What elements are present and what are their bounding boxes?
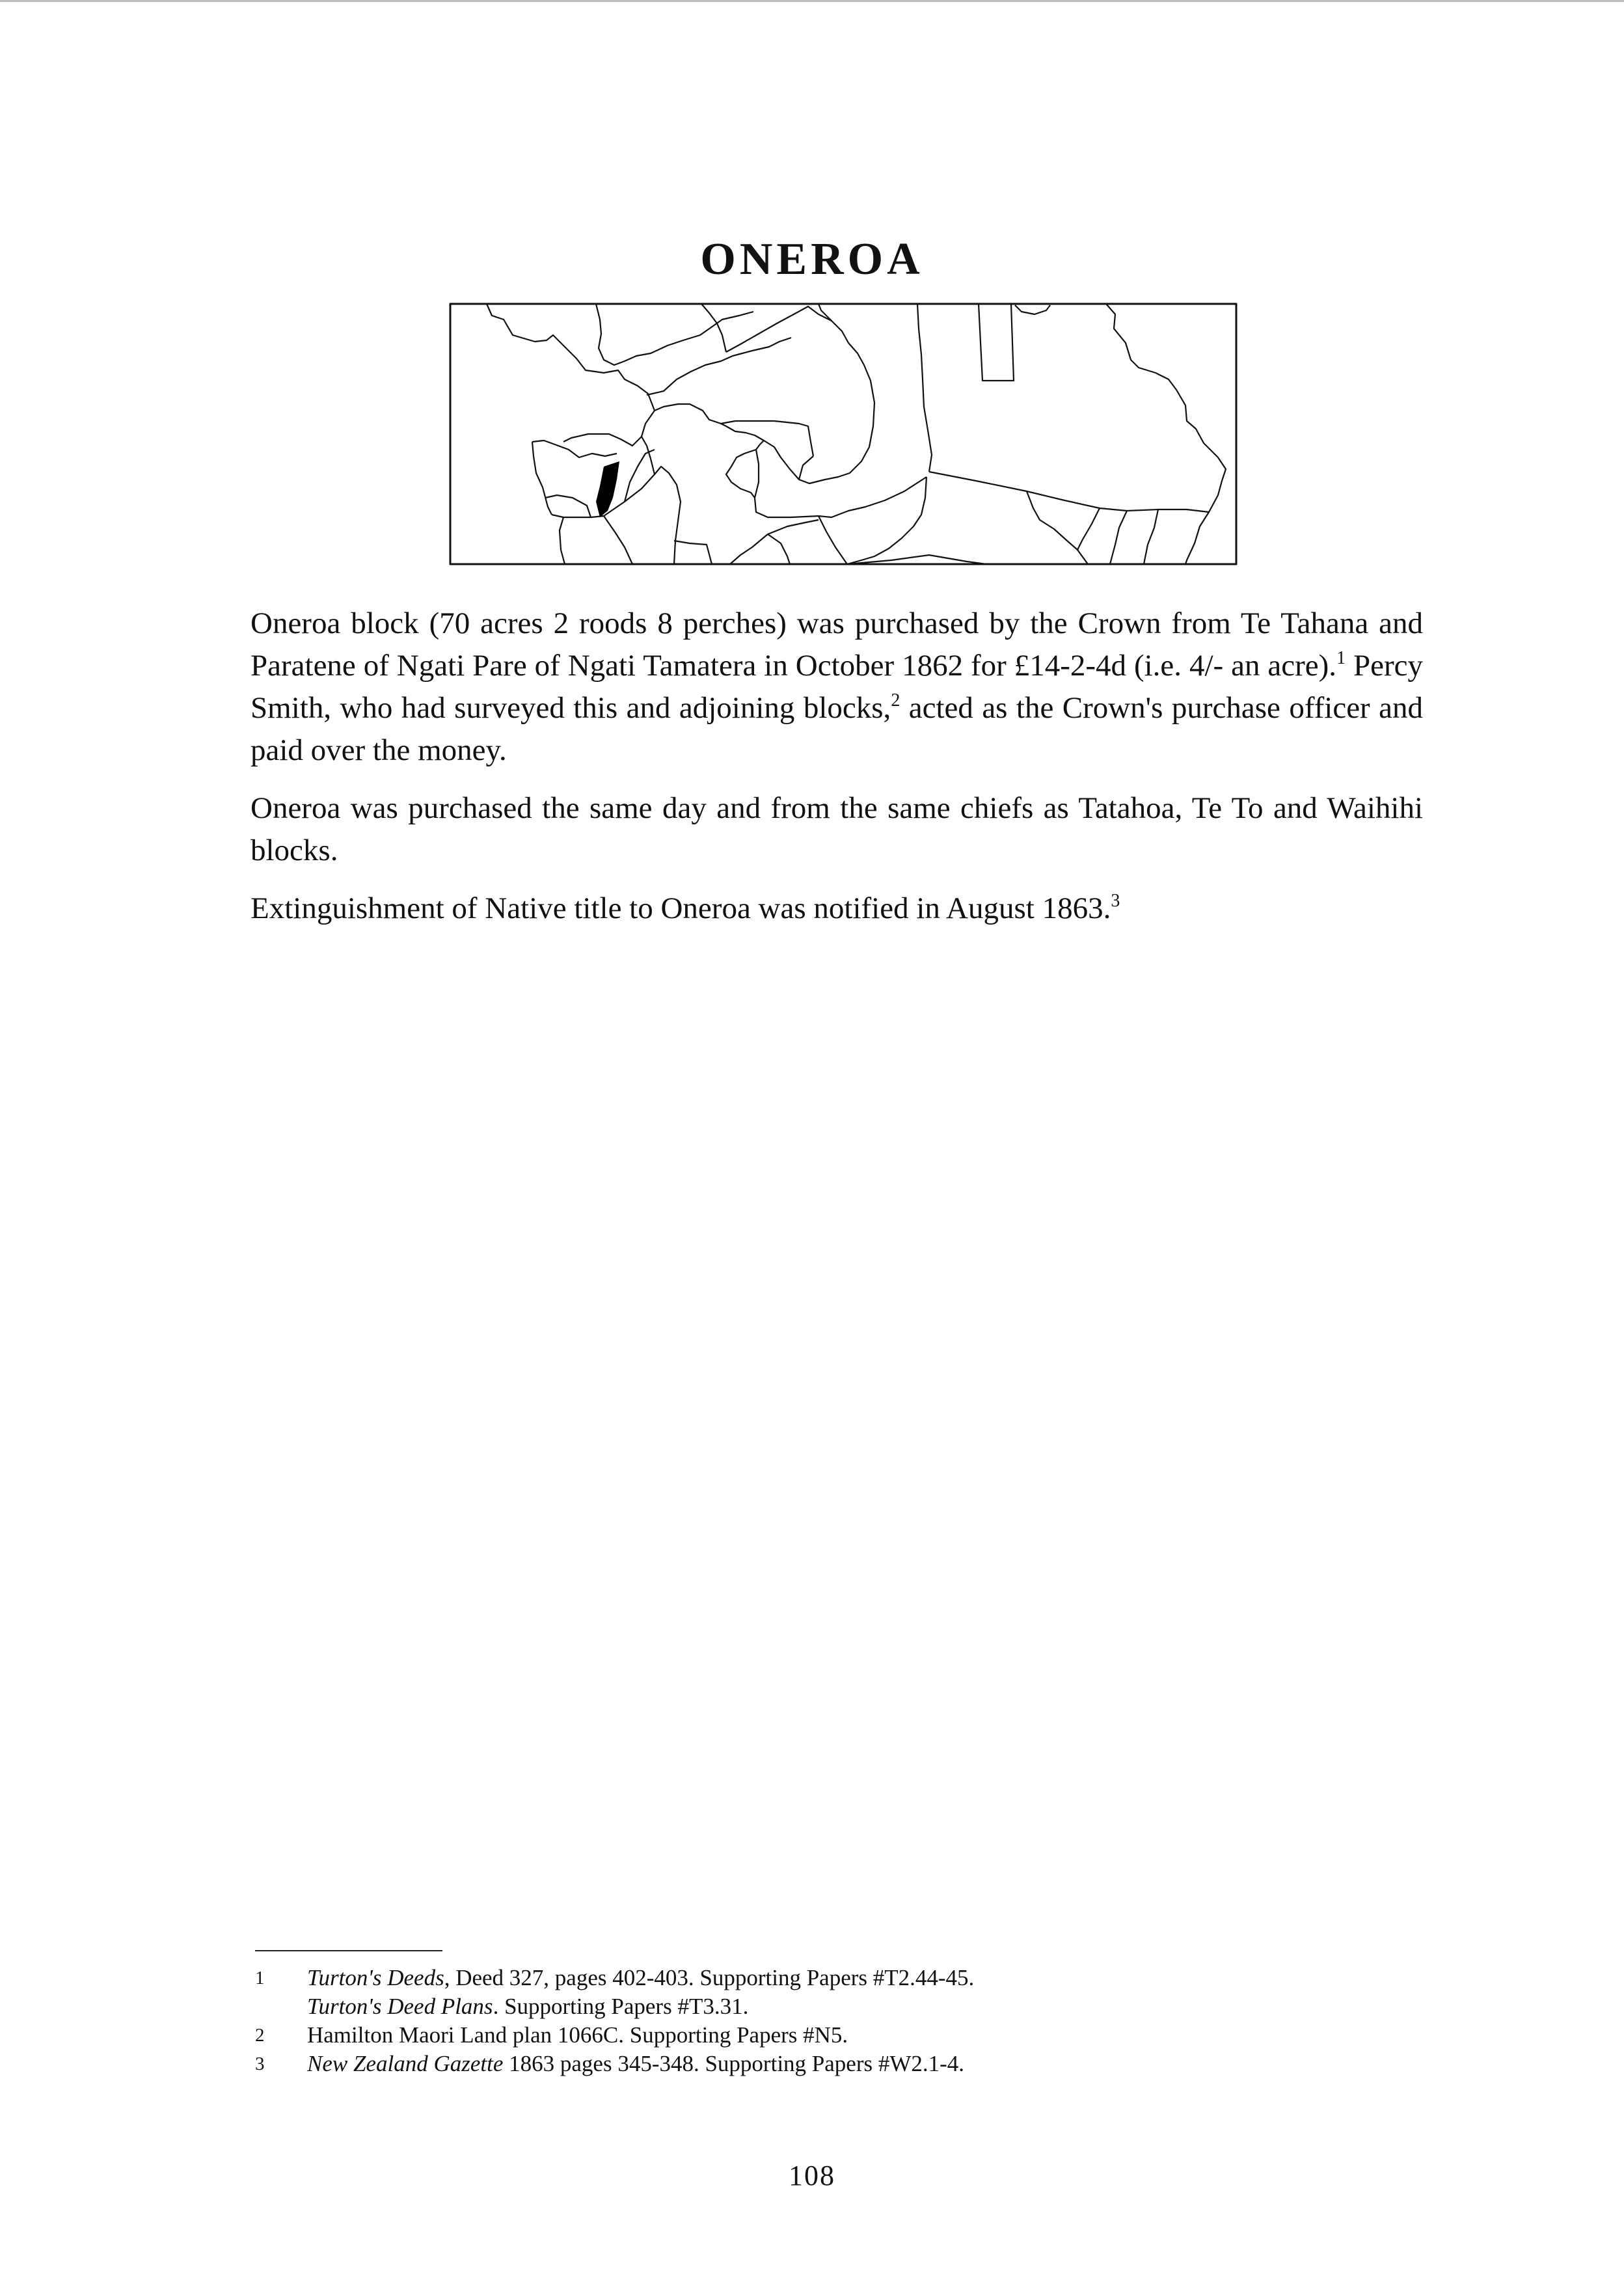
- paragraph-text: Oneroa block (70 acres 2 roods 8 perches) was purchased by the Crown from Te Tahana and Paratene of Ngati Pare of Ngati Tamatera in October 1862 for £14-2-4d (i.e. 4/- an acre).: [250, 606, 1423, 683]
- oneroa-block-highlight: [596, 461, 619, 517]
- block-east-divider: [923, 379, 932, 472]
- footnote-number: 1: [255, 1968, 265, 1988]
- page-title: ONEROA: [700, 234, 924, 284]
- paragraph-purchase: [250, 603, 1423, 772]
- footnote-rule: [255, 1950, 442, 1951]
- paragraph-extinguishment: [250, 888, 1423, 930]
- block-mid-2: [647, 338, 791, 395]
- paragraph-text: Percy Smith, who had surveyed this and adjoining blocks,: [250, 649, 1424, 725]
- paragraph-text: acted as the Crown's purchase officer and paid over the money.: [250, 691, 1424, 767]
- block-large-central: [721, 306, 874, 483]
- block-mid-3: [596, 304, 753, 365]
- footnote-title: New Zealand Gazette: [307, 2051, 504, 2076]
- block-south-central-5: [819, 516, 847, 564]
- coastline-east: [1106, 304, 1226, 564]
- block-southeast-2: [847, 477, 927, 564]
- coastline-east-top: [1015, 305, 1050, 314]
- footnotes: [255, 1964, 1231, 2078]
- footnote-text: 1863 pages 345-348. Supporting Papers #W2.1-4.: [503, 2051, 965, 2076]
- page-number: 108: [789, 2160, 835, 2191]
- footnote-ref: 2: [891, 690, 900, 711]
- footnote-3: [255, 2050, 1231, 2078]
- block-river-2: [604, 516, 632, 564]
- footnote-ref: 3: [1111, 891, 1120, 911]
- block-mid-4: [701, 304, 726, 352]
- footnote-title: Turton's Deed Plans: [307, 1994, 493, 2019]
- footnote-body: [307, 2050, 964, 2078]
- footnote-number: 2: [255, 2025, 265, 2046]
- block-south-central-4: [819, 477, 927, 517]
- footnote-1: [255, 1964, 1231, 2021]
- footnote-2: [255, 2021, 1231, 2050]
- footnote-text: , Deed 327, pages 402-403. Supporting Papers #T2.44-45.: [444, 1965, 975, 1990]
- map-frame: [450, 304, 1236, 564]
- footnote-body: [307, 2021, 848, 2050]
- footnote-title: Turton's Deeds: [307, 1965, 444, 1990]
- block-west-3: [552, 515, 604, 517]
- block-southeast-4: [1027, 491, 1088, 564]
- block-north-rect: [979, 304, 1014, 381]
- footnote-body: [307, 1964, 974, 2021]
- footnote-text: Hamilton Maori Land plan 1066C. Supporting Papers #N5.: [307, 2022, 848, 2048]
- block-southeast-3: [847, 555, 986, 564]
- block-south-central-7: [768, 534, 790, 564]
- block-west-1: [532, 442, 552, 515]
- block-south-central-1: [799, 456, 813, 480]
- footnote-ref: 1: [1336, 648, 1346, 668]
- coastline-northwest: [487, 304, 655, 446]
- body-text: [250, 603, 1423, 945]
- page-top-edge: [0, 0, 1624, 2]
- block-south-central-8: [730, 534, 768, 564]
- block-south-central-9: [674, 541, 712, 564]
- block-south-central-6: [768, 520, 819, 534]
- paragraph-text: Extinguishment of Native title to Oneroa was notified in August 1863.: [250, 891, 1111, 925]
- block-southeast-5: [1077, 508, 1100, 550]
- block-west-4: [560, 517, 565, 564]
- location-map: [449, 303, 1238, 565]
- block-north-column-2: [917, 304, 923, 379]
- footnote-text: . Supporting Papers #T3.31.: [493, 1994, 749, 2019]
- coastline-west-inlet: [532, 441, 617, 457]
- footnote-number: 3: [255, 2054, 265, 2074]
- paragraph-text: Oneroa was purchased the same day and from the same chiefs as Tatahoa, Te To and Waihihi blocks.: [250, 791, 1423, 867]
- block-southeast-7: [1144, 509, 1158, 564]
- block-southeast-1: [929, 472, 1209, 512]
- paragraph-same-day: [250, 787, 1423, 872]
- block-southeast-6: [1110, 511, 1127, 564]
